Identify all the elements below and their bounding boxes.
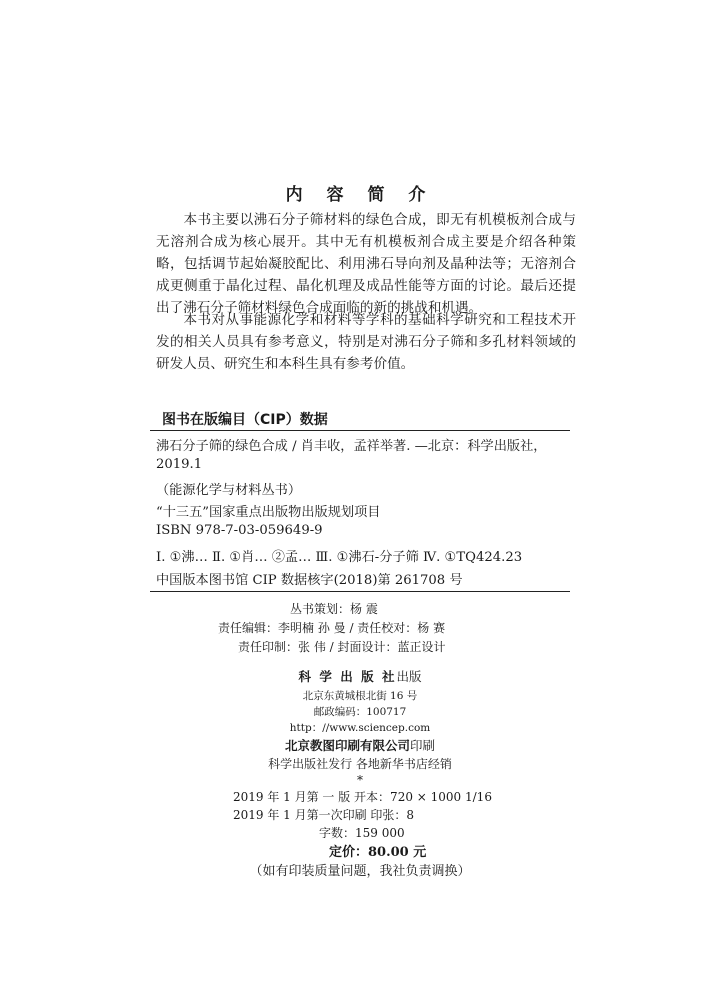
impression-line: 2019 年 1 月第一次印刷 印张：8 — [233, 808, 415, 822]
credit-editor: 责任编辑：李明楠 孙 曼 / 责任校对：杨 赛 — [218, 621, 446, 635]
intro-paragraph-1 — [156, 209, 576, 319]
cip-line-record: 中国版本图书馆 CIP 数据核字(2018)第 261708 号 — [156, 573, 463, 588]
cip-line-isbn: ISBN 978-7-03-059649-9 — [156, 523, 323, 538]
intro-paragraph-2-rest: 发的相关人员具有参考意义，特别是对沸石分子筛和多孔材料领域的研发人员、研究生和本科生具有参考价值。 — [156, 334, 576, 372]
word-count: 字数：159 000 — [319, 826, 405, 840]
price-line: 定价：80.00 元 — [329, 845, 427, 860]
intro-paragraph-1-rest: 无溶剂合成为核心展开。其中无有机模板剂合成主要是介绍各种策略，包括调节起始凝胶配比、利用沸石导向剂及晶种法等；无溶剂合成更侧重于晶化过程、晶化机理及成品性能等方面的讨论。最后还提出了沸石分子筛材料绿色合成面临的新的挑战和机遇。 — [156, 234, 576, 316]
cip-line-date: 2019.1 — [156, 457, 203, 472]
credit-planner: 丛书策划：杨 震 — [290, 602, 378, 616]
publisher-postcode: 邮政编码：100717 — [313, 706, 407, 718]
printer-line — [0, 736, 720, 754]
publisher-suffix: 出版 — [396, 669, 422, 684]
cip-line-classification: Ⅰ. ①沸… Ⅱ. ①肖… ②孟… Ⅲ. ①沸石-分子筛 Ⅳ. ①TQ424.23 — [156, 550, 523, 565]
separator-star: * — [357, 773, 363, 787]
publisher-line — [0, 667, 720, 685]
credit-printing: 责任印制：张 伟 / 封面设计：蓝正设计 — [238, 640, 446, 654]
cip-line-project: “十三五”国家重点出版物出版规划项目 — [156, 505, 381, 520]
publisher-name: 科 学 出 版 社 — [298, 669, 397, 684]
printer-suffix: 印刷 — [410, 738, 436, 753]
quality-notice: （如有印装质量问题，我社负责调换） — [249, 864, 471, 879]
distribution-line: 科学出版社发行 各地新华书店经销 — [268, 757, 452, 771]
cip-heading: 图书在版编目（CIP）数据 — [162, 412, 328, 428]
cip-top-rule — [150, 430, 570, 431]
intro-paragraph-2-first-line: 本书对从事能源化学和材料等学科的基础科学研究和工程技术开 — [183, 312, 576, 328]
intro-paragraph-1-first-line: 本书主要以沸石分子筛材料的绿色合成，即无有机模板剂合成与 — [183, 212, 576, 228]
intro-paragraph-2 — [156, 309, 576, 375]
printer-name: 北京教图印刷有限公司 — [284, 738, 410, 753]
cip-line-title: 沸石分子筛的绿色合成 / 肖丰收，孟祥举著. —北京：科学出版社， — [156, 439, 547, 454]
section-title: 内 容 简 介 — [285, 185, 435, 205]
cip-line-series: （能源化学与材料丛书） — [156, 483, 302, 498]
edition-line: 2019 年 1 月第 一 版 开本：720 × 1000 1/16 — [233, 790, 492, 804]
publisher-address: 北京东黄城根北街 16 号 — [302, 690, 418, 702]
cip-bottom-rule — [150, 591, 570, 592]
publisher-url: http：//www.sciencep.com — [289, 722, 431, 734]
